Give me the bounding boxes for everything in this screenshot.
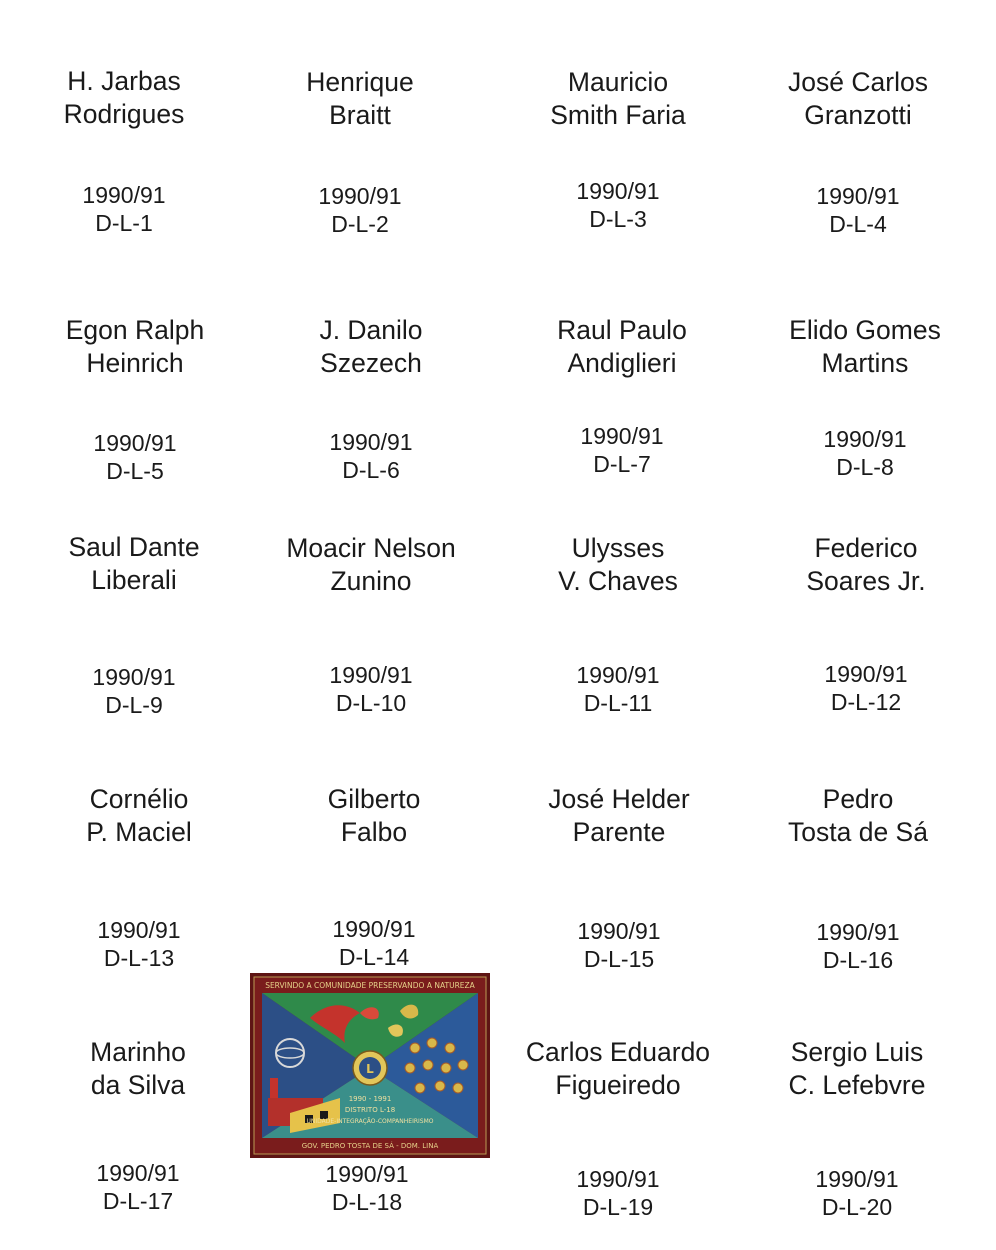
- entry-name: Henrique Braitt: [306, 67, 414, 130]
- entry-term: 1990/91 D-L-8: [823, 426, 907, 480]
- entry-term: 1990/91 D-L-7: [580, 423, 664, 477]
- entry-name: Carlos Eduardo Figueiredo: [525, 1037, 711, 1100]
- entry-name: Pedro Tosta de Sá: [788, 784, 928, 847]
- entry-term: 1990/91 D-L-20: [815, 1166, 899, 1220]
- badge-years: 1990 - 1991: [348, 1095, 392, 1103]
- badge-motto: UNIDADE-INTEGRAÇÃO-COMPANHEIRISMO: [306, 1118, 434, 1125]
- entry-term: 1990/91 D-L-14: [332, 916, 416, 970]
- entry-term: 1990/91 D-L-5: [93, 430, 177, 484]
- badge-governor: GOV. PEDRO TOSTA DE SÁ - DOM. LINA: [301, 1142, 439, 1150]
- entry-name: Sergio Luis C. Lefebvre: [788, 1037, 926, 1100]
- entry-name: Cornélio P. Maciel: [86, 784, 192, 847]
- entry-term: 1990/91 D-L-13: [97, 917, 181, 971]
- entry-term: 1990/91 D-L-1: [82, 182, 166, 236]
- badge-district: DISTRITO L-18: [344, 1106, 396, 1114]
- entry-name: Elido Gomes Martins: [789, 315, 941, 378]
- entry-name: H. Jarbas Rodrigues: [63, 66, 185, 129]
- entry-term: 1990/91 D-L-12: [824, 661, 908, 715]
- entry-term: 1990/91 D-L-16: [816, 919, 900, 973]
- entry-name: José Helder Parente: [548, 784, 690, 847]
- badge-top-text: SERVINDO A COMUNIDADE PRESERVANDO A NATUREZA: [265, 981, 475, 990]
- entry-term: 1990/91 D-L-11: [576, 662, 660, 716]
- entry-term: 1990/91 D-L-9: [92, 664, 176, 718]
- entry-name: Federico Soares Jr.: [806, 533, 926, 596]
- entry-name: Marinho da Silva: [90, 1037, 186, 1100]
- entry-name: Raul Paulo Andiglieri: [557, 315, 687, 378]
- entry-name: Gilberto Falbo: [327, 784, 421, 847]
- lions-letter: L: [366, 1062, 374, 1076]
- entry-term: 1990/91 D-L-19: [576, 1166, 660, 1220]
- entry-name: Saul Dante Liberali: [68, 532, 200, 595]
- entry-name: Mauricio Smith Faria: [550, 67, 686, 130]
- entry-name: Egon Ralph Heinrich: [65, 315, 205, 378]
- entry-name: J. Danilo Szezech: [319, 315, 423, 378]
- entry-name: Moacir Nelson Zunino: [286, 533, 456, 596]
- entry-term: 1990/91 D-L-6: [329, 429, 413, 483]
- entry-term: 1990/91 D-L-10: [329, 662, 413, 716]
- entry-term: 1990/91 D-L-15: [577, 918, 661, 972]
- entry-term: 1990/91 D-L-3: [576, 178, 660, 232]
- entry-term: 1990/91 D-L-18: [325, 1161, 409, 1215]
- entry-term: 1990/91 D-L-4: [816, 183, 900, 237]
- entry-term: 1990/91 D-L-2: [318, 183, 402, 237]
- district-badge: [250, 973, 490, 1158]
- entry-term: 1990/91 D-L-17: [96, 1160, 180, 1214]
- entry-name: Ulysses V. Chaves: [558, 533, 678, 596]
- entry-name: José Carlos Granzotti: [788, 67, 928, 130]
